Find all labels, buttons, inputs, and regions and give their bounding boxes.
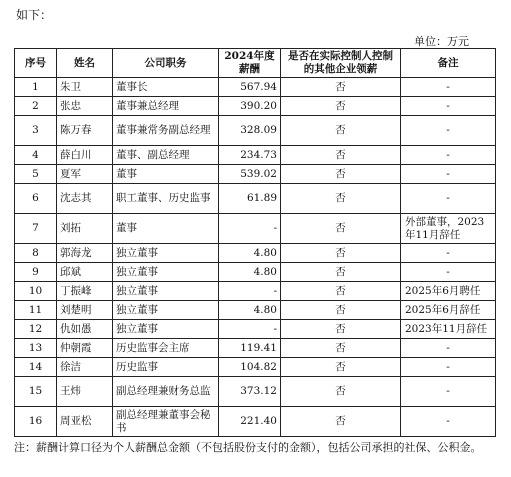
row-salary: 104.82 — [219, 358, 281, 377]
table-row — [15, 244, 496, 263]
row-other-company-pay: 否 — [281, 78, 401, 97]
row-name: 陈万春 — [57, 116, 113, 146]
row-note: - — [401, 339, 496, 358]
row-salary: 390.20 — [219, 97, 281, 116]
header-salary: 2024年度薪酬 — [219, 49, 281, 78]
row-number: 3 — [15, 116, 57, 146]
row-salary: - — [219, 214, 281, 244]
row-name: 张忠 — [57, 97, 113, 116]
row-salary: 539.02 — [219, 165, 281, 184]
row-other-company-pay: 否 — [281, 184, 401, 214]
table-row — [15, 165, 496, 184]
row-other-company-pay: 否 — [281, 301, 401, 320]
row-salary: 234.73 — [219, 146, 281, 165]
row-salary: 4.80 — [219, 263, 281, 282]
row-note: - — [401, 184, 496, 214]
row-other-company-pay: 否 — [281, 320, 401, 339]
compensation-table — [14, 48, 496, 437]
intro-text: 如下： — [16, 8, 53, 22]
row-position: 独立董事 — [113, 282, 219, 301]
header-other-company-pay: 是否在实际控制人控制的其他企业领薪 — [281, 49, 401, 78]
footnote: 注：薪酬计算口径为个人薪酬总金额（不包括股份支付的金额），包括公司承担的社保、公积金。 — [14, 441, 482, 454]
row-note: - — [401, 377, 496, 407]
row-other-company-pay: 否 — [281, 407, 401, 437]
row-other-company-pay: 否 — [281, 244, 401, 263]
row-salary: - — [219, 282, 281, 301]
row-note: - — [401, 244, 496, 263]
row-number: 16 — [15, 407, 57, 437]
row-number: 10 — [15, 282, 57, 301]
row-salary: 328.09 — [219, 116, 281, 146]
row-name: 王炜 — [57, 377, 113, 407]
row-name: 周亚松 — [57, 407, 113, 437]
row-number: 12 — [15, 320, 57, 339]
row-salary: 4.80 — [219, 301, 281, 320]
row-note: - — [401, 263, 496, 282]
row-salary: 373.12 — [219, 377, 281, 407]
row-note: 2023年11月辞任 — [401, 320, 496, 339]
header-position: 公司职务 — [113, 49, 219, 78]
unit-label: 单位：万元 — [414, 35, 469, 48]
row-position: 副总经理兼财务总监 — [113, 377, 219, 407]
table-row — [15, 97, 496, 116]
row-name: 薛白川 — [57, 146, 113, 165]
row-number: 8 — [15, 244, 57, 263]
header-no: 序号 — [15, 49, 57, 78]
row-name: 郭海龙 — [57, 244, 113, 263]
row-number: 7 — [15, 214, 57, 244]
row-position: 董事长 — [113, 78, 219, 97]
header-name: 姓名 — [57, 49, 113, 78]
table-row — [15, 263, 496, 282]
row-other-company-pay: 否 — [281, 116, 401, 146]
row-position: 董事 — [113, 214, 219, 244]
table-row — [15, 78, 496, 97]
row-position: 董事 — [113, 165, 219, 184]
table-row — [15, 116, 496, 146]
table-row — [15, 301, 496, 320]
row-position: 副总经理兼董事会秘书 — [113, 407, 219, 437]
table-row — [15, 377, 496, 407]
row-other-company-pay: 否 — [281, 358, 401, 377]
row-name: 仲朝霞 — [57, 339, 113, 358]
row-number: 9 — [15, 263, 57, 282]
row-other-company-pay: 否 — [281, 377, 401, 407]
table-row — [15, 407, 496, 437]
header-note: 备注 — [401, 49, 496, 78]
row-salary: 221.40 — [219, 407, 281, 437]
row-other-company-pay: 否 — [281, 97, 401, 116]
table-row — [15, 339, 496, 358]
row-position: 董事兼总经理 — [113, 97, 219, 116]
row-number: 15 — [15, 377, 57, 407]
row-position: 独立董事 — [113, 301, 219, 320]
row-number: 2 — [15, 97, 57, 116]
row-salary: 567.94 — [219, 78, 281, 97]
row-name: 丁振峰 — [57, 282, 113, 301]
table-row — [15, 184, 496, 214]
row-number: 1 — [15, 78, 57, 97]
row-number: 4 — [15, 146, 57, 165]
table-row — [15, 358, 496, 377]
row-other-company-pay: 否 — [281, 146, 401, 165]
row-note: - — [401, 165, 496, 184]
row-other-company-pay: 否 — [281, 263, 401, 282]
row-other-company-pay: 否 — [281, 339, 401, 358]
row-position: 历史监事会主席 — [113, 339, 219, 358]
row-salary: 119.41 — [219, 339, 281, 358]
row-salary: - — [219, 320, 281, 339]
row-other-company-pay: 否 — [281, 165, 401, 184]
row-note: 2025年6月聘任 — [401, 282, 496, 301]
row-position: 职工董事、历史监事 — [113, 184, 219, 214]
row-name: 邱斌 — [57, 263, 113, 282]
table-row — [15, 320, 496, 339]
row-note: - — [401, 97, 496, 116]
row-name: 沈志其 — [57, 184, 113, 214]
row-note: - — [401, 116, 496, 146]
table-row — [15, 214, 496, 244]
row-note: - — [401, 358, 496, 377]
row-position: 董事兼常务副总经理 — [113, 116, 219, 146]
row-number: 13 — [15, 339, 57, 358]
row-other-company-pay: 否 — [281, 214, 401, 244]
table-row — [15, 146, 496, 165]
row-position: 独立董事 — [113, 244, 219, 263]
table-row — [15, 282, 496, 301]
row-number: 5 — [15, 165, 57, 184]
row-note: 2025年6月辞任 — [401, 301, 496, 320]
row-position: 历史监事 — [113, 358, 219, 377]
row-other-company-pay: 否 — [281, 282, 401, 301]
row-note: 外部董事，2023年11月辞任 — [401, 214, 496, 244]
row-name: 徐洁 — [57, 358, 113, 377]
table-header-row — [15, 49, 496, 78]
row-name: 仇如愚 — [57, 320, 113, 339]
row-name: 刘拓 — [57, 214, 113, 244]
row-position: 董事、副总经理 — [113, 146, 219, 165]
row-number: 6 — [15, 184, 57, 214]
row-note: - — [401, 78, 496, 97]
row-number: 14 — [15, 358, 57, 377]
row-position: 独立董事 — [113, 263, 219, 282]
row-position: 独立董事 — [113, 320, 219, 339]
row-salary: 61.89 — [219, 184, 281, 214]
row-salary: 4.80 — [219, 244, 281, 263]
row-name: 刘楚明 — [57, 301, 113, 320]
row-number: 11 — [15, 301, 57, 320]
row-note: - — [401, 146, 496, 165]
row-name: 夏军 — [57, 165, 113, 184]
row-name: 朱卫 — [57, 78, 113, 97]
row-note: - — [401, 407, 496, 437]
